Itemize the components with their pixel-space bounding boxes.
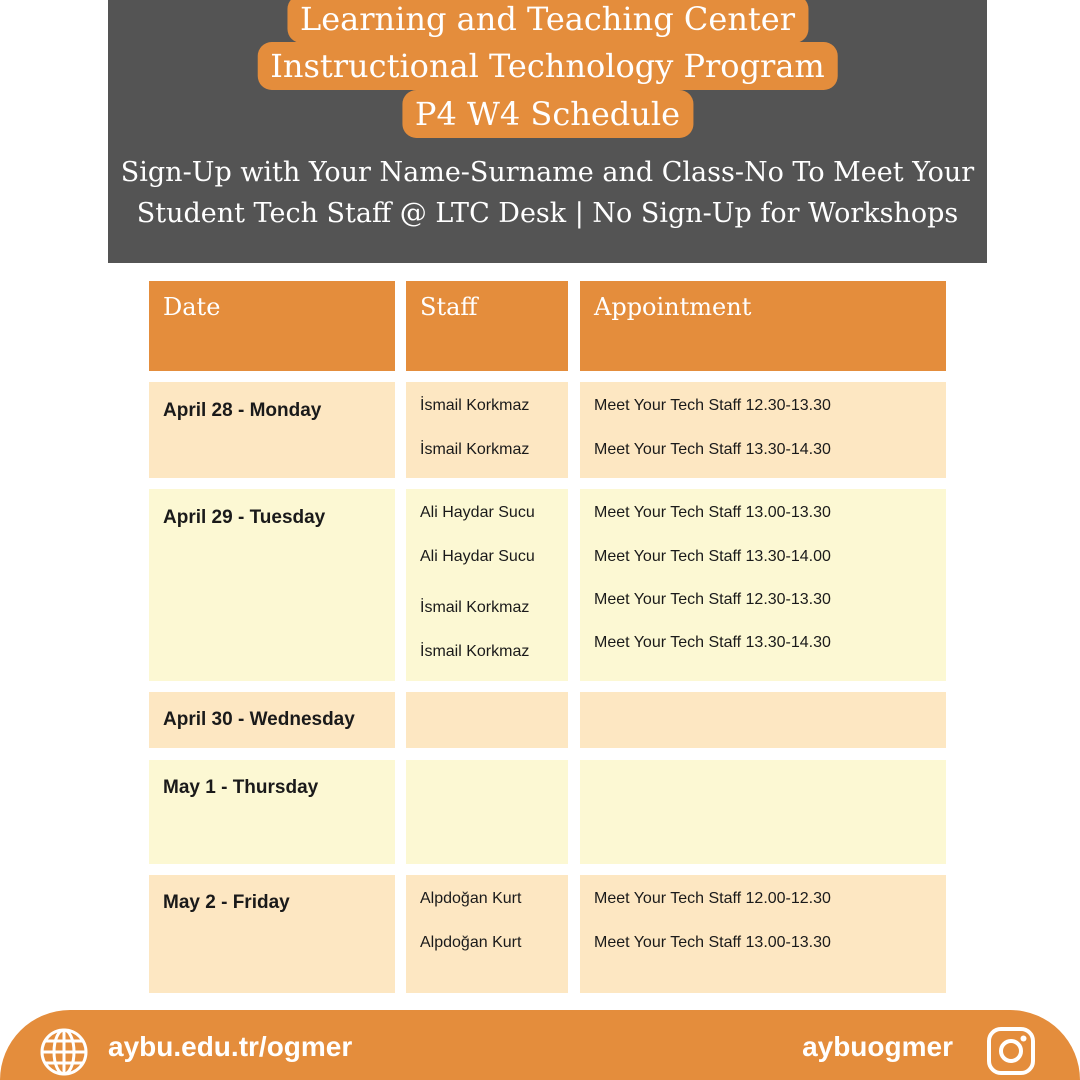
title-line-2: Instructional Technology Program (257, 42, 838, 90)
row-date: April 29 - Tuesday (163, 507, 326, 528)
appointment-slot: Meet Your Tech Staff 13.00-13.30 (594, 504, 831, 521)
row-staff-cell (406, 489, 568, 681)
header-banner (108, 0, 987, 263)
staff-name: Alpdoğan Kurt (420, 890, 522, 907)
globe-icon[interactable] (38, 1026, 90, 1078)
appointment-slot: Meet Your Tech Staff 13.30-14.30 (594, 634, 831, 651)
appointment-slot: Meet Your Tech Staff 13.00-13.30 (594, 934, 831, 951)
title-line-1: Learning and Teaching Center (287, 0, 808, 43)
column-header-staff: Staff (406, 281, 568, 371)
row-date-cell (149, 382, 395, 478)
row-date-cell (149, 875, 395, 993)
row-staff-cell (406, 760, 568, 864)
row-date-cell (149, 489, 395, 681)
row-staff-cell (406, 875, 568, 993)
subtitle-line-2: Student Tech Staff @ LTC Desk | No Sign-Up for Workshops (136, 198, 959, 229)
instagram-icon[interactable] (985, 1025, 1037, 1077)
appointment-slot: Meet Your Tech Staff 13.30-14.00 (594, 548, 831, 565)
column-header-date: Date (149, 281, 395, 371)
row-date-cell (149, 692, 395, 748)
staff-name: İsmail Korkmaz (420, 441, 530, 458)
staff-name: İsmail Korkmaz (420, 599, 530, 616)
row-date: April 30 - Wednesday (163, 709, 355, 730)
appointment-slot: Meet Your Tech Staff 12.30-13.30 (594, 397, 831, 414)
appointment-slot: Meet Your Tech Staff 12.00-12.30 (594, 890, 831, 907)
subtitle-line-1: Sign-Up with Your Name-Surname and Class-No To Meet Your (120, 157, 975, 188)
appointment-slot: Meet Your Tech Staff 13.30-14.30 (594, 441, 831, 458)
row-appointment-cell (580, 692, 946, 748)
title-line-3: P4 W4 Schedule (402, 90, 693, 138)
row-staff-cell (406, 382, 568, 478)
row-appointment-cell (580, 760, 946, 864)
row-date: May 1 - Thursday (163, 777, 319, 798)
row-appointment-cell (580, 382, 946, 478)
instagram-handle[interactable]: aybuogmer (802, 1031, 953, 1062)
staff-name: Ali Haydar Sucu (420, 548, 535, 565)
staff-name: Alpdoğan Kurt (420, 934, 522, 951)
website-link[interactable]: aybu.edu.tr/ogmer (108, 1031, 353, 1062)
appointment-slot: Meet Your Tech Staff 12.30-13.30 (594, 591, 831, 608)
staff-name: İsmail Korkmaz (420, 643, 530, 660)
row-staff-cell (406, 692, 568, 748)
row-date-cell (149, 760, 395, 864)
row-date: April 28 - Monday (163, 400, 322, 421)
staff-name: Ali Haydar Sucu (420, 504, 535, 521)
column-header-appointment: Appointment (580, 281, 946, 371)
footer-bar (0, 1010, 1080, 1080)
row-appointment-cell (580, 875, 946, 993)
staff-name: İsmail Korkmaz (420, 397, 530, 414)
subtitle (108, 152, 987, 234)
row-date: May 2 - Friday (163, 892, 290, 913)
row-appointment-cell (580, 489, 946, 681)
